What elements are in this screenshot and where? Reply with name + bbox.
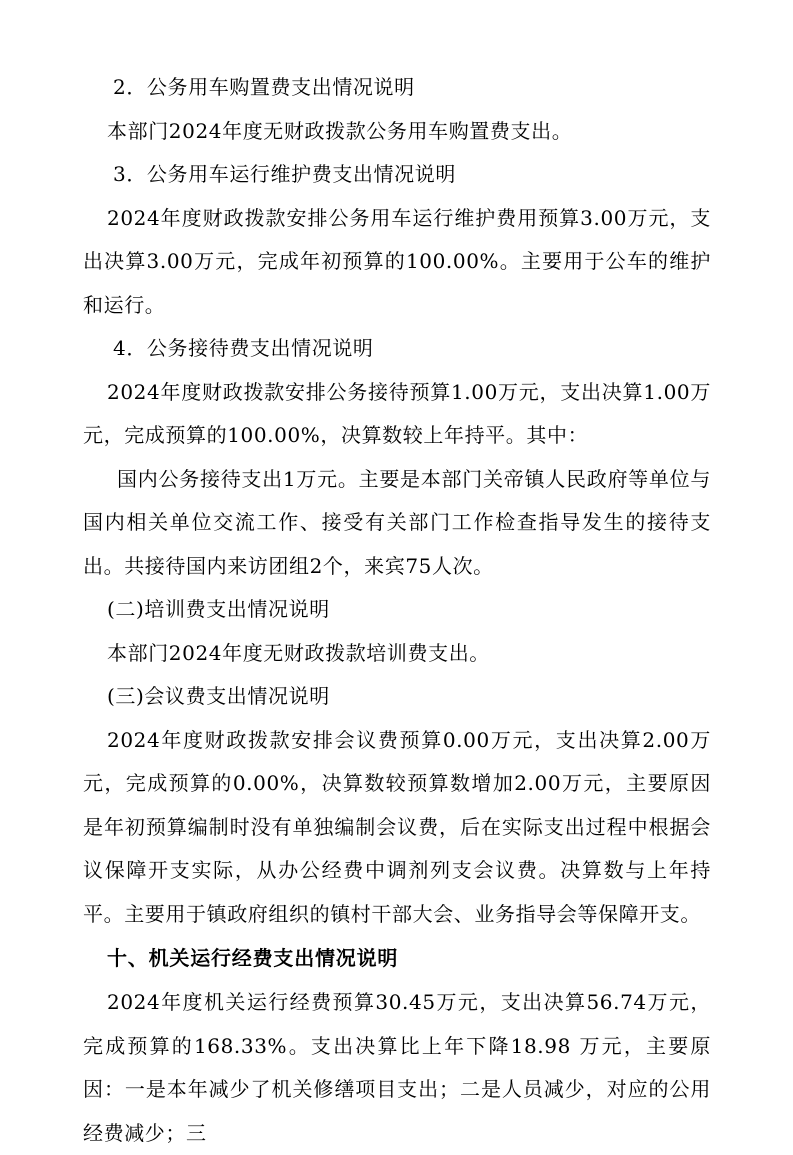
subsection-title-reception: 4．公务接待费支出情况说明: [113, 336, 374, 360]
paragraph-meeting: 2024年度财政拨款安排会议费预算0.00万元，支出决算2.00万元，完成预算的0.00%，决算数较预算数增加2.00万元，主要原因是年初预算编制时没有单独编制会议费，后在实际支出过程中根据会议保障开支实际，从办公经费中调剂列支会议费。决算数与上年持平。主要用于镇政府组织的镇村干部大会、业务指导会等保障开支。: [83, 727, 711, 926]
paragraph-vehicle-maintenance: 2024年度财政拨款安排公务用车运行维护费用预算3.00万元，支出决算3.00万元，完成年初预算的100.00%。主要用于公车的维护和运行。: [83, 205, 711, 317]
subsection-title-meeting: (三)会议费支出情况说明: [107, 684, 330, 708]
paragraph-domestic-reception: 国内公务接待支出1万元。主要是本部门关帝镇人民政府等单位与国内相关单位交流工作、接受有关部门工作检查指导发生的接待支出。共接待国内来访团组2个，来宾75人次。: [83, 466, 711, 578]
section-heading-operating-expenses: 十、机关运行经费支出情况说明: [107, 946, 399, 970]
paragraph-operating-expenses: 2024年度机关运行经费预算30.45万元，支出决算56.74万元，完成预算的168.33%。支出决算比上年下降18.98 万元，主要原因：一是本年减少了机关修缮项目支出；二是人员减少，对应的公用经费减少；三: [83, 990, 711, 1145]
paragraph-training: 本部门2024年度无财政拨款培训费支出。: [107, 640, 490, 665]
subsection-title-training: (二)培训费支出情况说明: [107, 597, 330, 621]
subsection-title-vehicle-purchase: 2．公务用车购置费支出情况说明: [113, 75, 415, 99]
subsection-title-vehicle-maintenance: 3．公务用车运行维护费支出情况说明: [113, 162, 456, 186]
paragraph-vehicle-purchase: 本部门2024年度无财政拨款公务用车购置费支出。: [107, 118, 573, 143]
paragraph-reception: 2024年度财政拨款安排公务接待预算1.00万元，支出决算1.00万元，完成预算的100.00%，决算数较上年持平。其中：: [83, 379, 711, 447]
